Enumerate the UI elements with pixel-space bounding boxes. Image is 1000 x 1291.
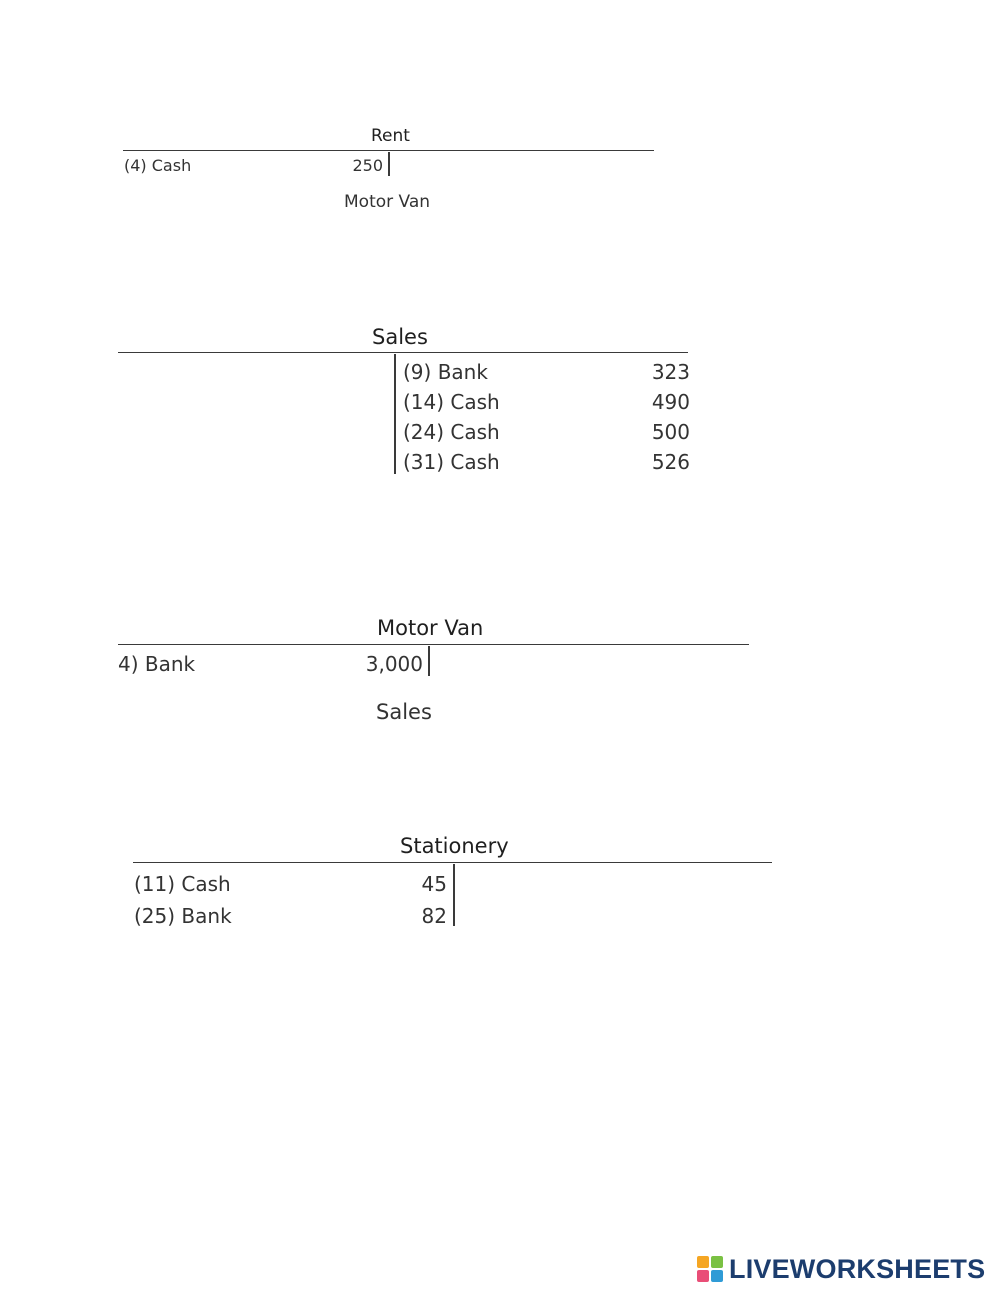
- logo-text: LIVEWORKSHEETS: [729, 1253, 986, 1284]
- sales-credit-label: (31) Cash: [403, 450, 500, 474]
- rent-cutoff-text: Motor Van: [344, 192, 431, 212]
- motor-van-divider: [428, 646, 430, 676]
- stationery-debit-amount: 82: [421, 904, 447, 928]
- sales-title: Sales: [372, 325, 428, 349]
- logo-square-icon: [697, 1256, 709, 1268]
- stationery-debit-label: (11) Cash: [134, 872, 231, 896]
- sales-credit-label: (14) Cash: [403, 390, 500, 414]
- motor-van-debit-label: 4) Bank: [118, 652, 196, 676]
- rent-title: Rent: [371, 126, 410, 146]
- sales-credit-amount: 490: [651, 390, 690, 414]
- logo-square-icon: [697, 1270, 709, 1282]
- sales-credit-amount: 526: [651, 450, 690, 474]
- sales-divider: [394, 354, 396, 474]
- stationery-debit-label: (25) Bank: [134, 904, 232, 928]
- logo-square-icon: [711, 1256, 723, 1268]
- stationery-debit-amount: 45: [421, 872, 447, 896]
- stationery-header-line: [133, 862, 772, 863]
- sales-credit-label: (24) Cash: [403, 420, 500, 444]
- motor-van-header-line: [118, 644, 749, 645]
- motor-van-cutoff-text: Sales: [376, 700, 432, 724]
- stationery-divider: [453, 864, 455, 926]
- rent-divider: [388, 152, 390, 176]
- rent-debit-label: (4) Cash: [124, 156, 192, 175]
- sales-header-line: [118, 352, 688, 353]
- logo-mark-icon: [697, 1256, 723, 1282]
- motor-van-title: Motor Van: [377, 616, 484, 640]
- sales-credit-amount: 500: [651, 420, 690, 444]
- logo-square-icon: [711, 1270, 723, 1282]
- motor-van-cutoff-next-title: [370, 698, 450, 724]
- rent-header-line: [123, 150, 654, 151]
- sales-credit-label: (9) Bank: [403, 360, 488, 384]
- rent-cutoff-next-title: [330, 186, 450, 212]
- sales-credit-amount: 323: [651, 360, 690, 384]
- motor-van-debit-amount: 3,000: [365, 652, 423, 676]
- stationery-title: Stationery: [400, 834, 509, 858]
- liveworksheets-logo: [697, 1252, 985, 1286]
- rent-debit-amount: 250: [352, 156, 383, 175]
